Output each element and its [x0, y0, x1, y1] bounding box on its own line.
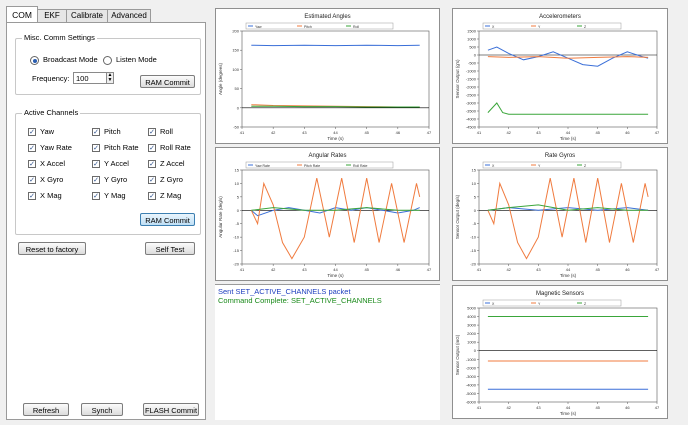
x-tick-label: 43: [302, 267, 307, 272]
y-tick-label: -20: [470, 261, 476, 267]
channel-checkbox[interactable]: ✓: [149, 161, 155, 168]
tab-ekf[interactable]: EKF: [37, 9, 67, 22]
y-tick-label: -3000: [465, 100, 476, 106]
x-tick-label: 46: [625, 267, 630, 272]
x-tick-label: 43: [536, 130, 541, 135]
channel-label: Y Accel: [104, 159, 129, 168]
broadcast-mode-radio[interactable]: [30, 56, 39, 65]
listen-mode-radio[interactable]: [103, 56, 112, 65]
y-tick-label: 0: [473, 207, 476, 213]
chart-title: Magnetic Sensors: [535, 291, 585, 297]
y-tick-label: 0: [473, 348, 476, 354]
channels-ram-commit-button[interactable]: RAM Commit: [140, 213, 195, 226]
x-tick-label: 41: [239, 130, 245, 135]
channel-label: Yaw Rate: [40, 143, 72, 152]
y-tick-label: 15: [471, 167, 476, 173]
chart-legend: [483, 162, 621, 168]
x-axis-label: Time (s): [327, 136, 344, 141]
channel-checkbox[interactable]: ✓: [29, 193, 35, 200]
refresh-button[interactable]: Refresh: [23, 403, 69, 416]
legend-label: Roll: [353, 25, 360, 29]
x-tick-label: 41: [476, 405, 482, 410]
estimated-angles-chart: [215, 8, 440, 144]
channel-checkbox[interactable]: ✓: [149, 177, 155, 184]
channel-label: Z Gyro: [160, 175, 183, 184]
channel-label: X Mag: [40, 191, 62, 200]
channel-label: X Accel: [40, 159, 66, 168]
y-tick-label: 2000: [467, 331, 476, 337]
x-tick-label: 45: [364, 267, 369, 272]
active-channels-title: Active Channels: [24, 108, 79, 117]
y-tick-label: 3000: [467, 322, 476, 328]
x-tick-label: 46: [625, 405, 630, 410]
x-tick-label: 47: [426, 267, 432, 272]
y-tick-label: -3000: [465, 373, 476, 379]
legend-label: Z: [584, 302, 587, 306]
y-tick-label: 5: [236, 194, 239, 200]
legend-label: Z: [584, 164, 587, 168]
x-tick-label: 46: [395, 267, 401, 272]
x-tick-label: 42: [506, 130, 511, 135]
y-tick-label: -15: [233, 248, 239, 254]
y-tick-label: -1000: [465, 68, 476, 74]
chart-title: Accelerometers: [539, 14, 581, 20]
misc-ram-commit-button[interactable]: RAM Commit: [140, 75, 195, 88]
y-axis-label: Sensor Output (g's): [455, 59, 460, 99]
x-tick-label: 43: [536, 405, 541, 410]
plot-area: [479, 170, 657, 264]
x-tick-label: 46: [625, 130, 630, 135]
misc-comm-settings-title: Misc. Comm Settings: [24, 33, 95, 42]
y-tick-label: 5000: [467, 305, 476, 311]
x-tick-label: 42: [506, 267, 511, 272]
channel-label: Yaw: [40, 127, 55, 136]
legend-label: Y: [538, 164, 541, 168]
y-tick-label: 100: [232, 66, 239, 72]
y-tick-label: 1000: [467, 36, 476, 42]
x-tick-label: 42: [270, 130, 276, 135]
x-tick-label: 44: [333, 130, 338, 135]
y-tick-label: -3500: [465, 108, 476, 114]
y-tick-label: -4500: [465, 124, 476, 130]
chart-svg: [453, 148, 667, 280]
x-tick-label: 46: [395, 130, 401, 135]
y-tick-label: -500: [467, 60, 476, 66]
x-axis-label: Time (s): [327, 273, 344, 278]
legend-label: X: [492, 164, 495, 168]
channel-label: Z Mag: [160, 191, 182, 200]
y-tick-label: 500: [469, 44, 476, 50]
tab-calibrate[interactable]: Calibrate: [66, 9, 108, 22]
plot-area: [479, 308, 657, 402]
plot-area: [479, 31, 657, 127]
channel-checkbox[interactable]: ✓: [149, 193, 155, 200]
y-tick-label: -5: [235, 221, 239, 227]
tab-advanced[interactable]: Advanced: [107, 9, 151, 22]
y-tick-label: -2000: [465, 84, 476, 90]
x-axis-label: Time (s): [559, 273, 577, 278]
y-tick-label: 0: [236, 105, 239, 111]
x-tick-label: 42: [270, 267, 276, 272]
x-tick-label: 47: [654, 405, 660, 410]
log-line-1: Sent SET_ACTIVE_CHANNELS packet: [218, 287, 351, 296]
y-tick-label: 15: [234, 167, 239, 173]
log-output: [215, 284, 440, 420]
y-tick-label: 10: [471, 180, 476, 186]
x-tick-label: 41: [239, 267, 245, 272]
chart-title: Angular Rates: [308, 153, 347, 159]
tab-com[interactable]: COM: [6, 6, 38, 23]
channel-checkbox[interactable]: ✓: [93, 145, 99, 152]
y-tick-label: 150: [232, 47, 239, 53]
accelerometers-chart: [452, 8, 668, 144]
y-tick-label: 1000: [467, 339, 476, 345]
y-tick-label: 0: [473, 52, 476, 58]
x-tick-label: 44: [565, 405, 571, 410]
x-tick-label: 45: [595, 405, 600, 410]
channel-checkbox[interactable]: ✓: [93, 177, 99, 184]
y-axis-label: Sensor Output (deg/s): [455, 194, 460, 240]
chart-title: Estimated Angles: [304, 14, 351, 20]
channel-checkbox[interactable]: ✓: [29, 129, 35, 136]
y-tick-label: -50: [233, 124, 239, 130]
channel-checkbox[interactable]: ✓: [149, 129, 155, 136]
x-tick-label: 44: [333, 267, 338, 272]
y-tick-label: -4000: [465, 116, 476, 122]
y-tick-label: -4000: [465, 382, 476, 388]
y-tick-label: 0: [236, 207, 239, 213]
chart-title: Rate Gyros: [544, 153, 576, 159]
legend-label: Z: [584, 25, 587, 29]
x-tick-label: 44: [565, 267, 571, 272]
chart-legend: [483, 300, 621, 306]
listen-mode-label: Listen Mode: [116, 55, 157, 64]
channel-checkbox[interactable]: ✓: [29, 145, 35, 152]
channel-label: Roll: [160, 127, 173, 136]
chart-legend: [246, 23, 393, 29]
y-tick-label: -5: [472, 221, 476, 227]
legend-label: X: [492, 25, 495, 29]
legend-label: Y: [538, 302, 541, 306]
self-test-button[interactable]: Self Test: [145, 242, 195, 255]
channel-checkbox[interactable]: ✓: [29, 161, 35, 168]
channel-label: Y Gyro: [104, 175, 128, 184]
x-tick-label: 45: [595, 130, 600, 135]
frequency-input[interactable]: 100: [73, 72, 107, 84]
channel-checkbox[interactable]: ✓: [29, 177, 35, 184]
legend-label: Pitch: [304, 25, 312, 29]
legend-label: Yaw: [255, 25, 262, 29]
chart-svg: [216, 9, 439, 143]
y-tick-label: -6000: [465, 399, 476, 405]
frequency-label: Frequency:: [32, 74, 70, 83]
x-tick-label: 41: [476, 130, 482, 135]
y-tick-label: -20: [233, 261, 239, 267]
broadcast-mode-label: Broadcast Mode: [43, 55, 98, 64]
legend-label: Pitch Rate: [304, 164, 321, 168]
channel-label: Pitch: [104, 127, 121, 136]
x-tick-label: 44: [565, 130, 571, 135]
channel-label: Z Accel: [160, 159, 185, 168]
y-tick-label: 10: [234, 180, 239, 186]
legend-label: Yaw Rate: [255, 164, 270, 168]
y-tick-label: -2000: [465, 365, 476, 371]
chart-svg: [453, 9, 667, 143]
y-tick-label: 200: [232, 28, 239, 34]
rate-gyros-chart: [452, 147, 668, 281]
channel-checkbox[interactable]: ✓: [149, 145, 155, 152]
channel-label: Y Mag: [104, 191, 126, 200]
frequency-stepper[interactable]: ▲ ▼: [107, 72, 113, 83]
plot-area: [242, 170, 429, 264]
synch-button[interactable]: Synch: [81, 403, 123, 416]
channel-checkbox[interactable]: ✓: [93, 129, 99, 136]
y-axis-label: Angle (degrees): [218, 62, 223, 96]
magnetic-sensors-chart: [452, 285, 668, 419]
x-tick-label: 43: [536, 267, 541, 272]
chart-svg: [216, 148, 439, 280]
legend-label: Y: [538, 25, 541, 29]
y-tick-label: -1500: [465, 76, 476, 82]
x-tick-label: 42: [506, 405, 511, 410]
y-tick-label: -2500: [465, 92, 476, 98]
chart-svg: [453, 286, 667, 418]
y-tick-label: -15: [470, 248, 476, 254]
channel-label: Pitch Rate: [104, 143, 139, 152]
legend-label: Roll Rate: [353, 164, 368, 168]
chart-legend: [483, 23, 621, 29]
com-tab-panel: [6, 22, 206, 420]
x-tick-label: 45: [364, 130, 369, 135]
x-axis-label: Time (s): [559, 136, 577, 141]
flash-commit-button[interactable]: FLASH Commit: [143, 403, 199, 416]
channel-label: Roll Rate: [160, 143, 191, 152]
x-tick-label: 45: [595, 267, 600, 272]
channel-checkbox[interactable]: ✓: [93, 193, 99, 200]
channel-checkbox[interactable]: ✓: [93, 161, 99, 168]
angular-rates-chart: [215, 147, 440, 281]
y-tick-label: -1000: [465, 356, 476, 362]
log-line-2: Command Complete: SET_ACTIVE_CHANNELS: [218, 296, 382, 305]
y-tick-label: -10: [233, 234, 239, 240]
x-tick-label: 47: [426, 130, 432, 135]
y-tick-label: 5: [473, 194, 476, 200]
reset-to-factory-button[interactable]: Reset to factory: [18, 242, 86, 255]
x-axis-label: Time (s): [559, 411, 577, 416]
x-tick-label: 41: [476, 267, 482, 272]
channel-label: X Gyro: [40, 175, 64, 184]
x-tick-label: 47: [654, 267, 660, 272]
y-axis-label: Angular Rate (deg/s): [218, 196, 223, 238]
y-axis-label: Sensor Output (mG): [455, 334, 460, 376]
legend-label: X: [492, 302, 495, 306]
y-tick-label: 4000: [467, 314, 476, 320]
y-tick-label: -5000: [465, 390, 476, 396]
y-tick-label: -10: [470, 234, 476, 240]
x-tick-label: 43: [302, 130, 307, 135]
y-tick-label: 1500: [467, 28, 476, 34]
x-tick-label: 47: [654, 130, 660, 135]
y-tick-label: 50: [234, 86, 239, 92]
